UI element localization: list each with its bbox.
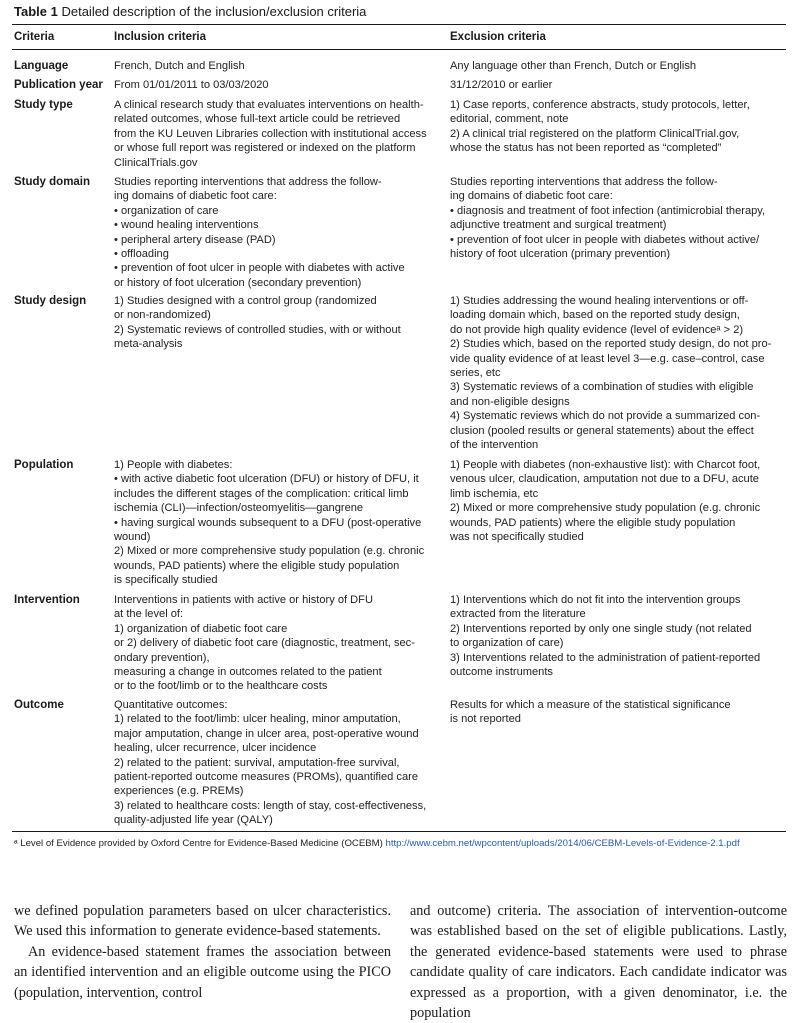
row-inclusion: Interventions in patients with active or history of DFU at the level of: 1) organization of diabetic foot care or 2) delivery of diabetic foot care (diagnostic, treatment, sec- ondary prevention), measuring a change in outcomes related to the patient or to the foot/limb or to the healthcare costs — [114, 594, 415, 693]
row-exclusion: 1) Interventions which do not fit into the intervention groups extracted from the literature 2) Interventions reported by only one single study (not related to organization of care) 3) Interventions related to the administration of patient-reported outcome instruments — [450, 594, 761, 679]
row-exclusion: 31/12/2010 or earlier — [450, 79, 553, 91]
footnote-link[interactable]: http://www.cebm.net/wpcontent/uploads/2014/06/CEBM-Levels-of-Evidence-2.1.pdf — [385, 838, 740, 849]
table-caption — [14, 4, 366, 20]
row-inclusion: A clinical research study that evaluates interventions on health- related outcomes, whose full-text article could be retrieved from the KU Leuven Libraries collection with institutional access or whose full report was registered or indexed on the platform ClinicalTrials.gov — [114, 99, 427, 169]
body-paragraph: An evidence-based statement frames the association between an identified intervention and an eligible outcome using the PICO (population, intervention, control — [14, 943, 391, 1001]
body-paragraph: we defined population parameters based on ulcer characteristics. We used this information to generate evidence-based statements. — [14, 903, 391, 940]
row-inclusion: Studies reporting interventions that address the follow- ing domains of diabetic foot care: • organization of care • wound healing interventions • peripheral artery disease (PAD) • offloading • prevention of foot ulcer in people with diabetes with active or history of foot ulceration (secondary prevention) — [114, 176, 405, 289]
row-criterion: Language — [14, 60, 69, 72]
row-exclusion: Studies reporting interventions that address the follow- ing domains of diabetic foot care: • diagnosis and treatment of foot infection (antimicrobial therapy, adjunctive treatment and surgical treatment) • prevention of foot ulcer in people with diabetes without active/ history of foot ulceration (primary prevention) — [450, 176, 766, 261]
table-footnote — [14, 837, 790, 852]
table-bottom-rule — [12, 831, 786, 832]
row-criterion: Population — [14, 459, 74, 471]
row-inclusion: From 01/01/2011 to 03/03/2020 — [114, 79, 269, 91]
header-criteria: Criteria — [14, 31, 55, 43]
header-exclusion: Exclusion criteria — [450, 31, 546, 43]
header-inclusion: Inclusion criteria — [114, 31, 207, 43]
body-paragraph: and outcome) criteria. The association of intervention-outcome was established based on the set of eligible publications. Lastly, the generated evidence-based statements were used to phrase candidate quality of care indicators. Each candidate indicator was expressed as a proportion, with a given denominator, i.e. the population — [410, 903, 787, 1022]
footnote-text: ᵃ Level of Evidence provided by Oxford Centre for Evidence-Based Medicine (OCEBM) — [14, 838, 386, 849]
row-exclusion: Any language other than French, Dutch or English — [450, 60, 697, 72]
row-inclusion: 1) People with diabetes: • with active diabetic foot ulceration (DFU) or history of DFU, it includes the different stages of the complication: critical limb ischemia (CLI)—infection/osteomyelitis—gangrene • having surgical wounds subsequent to a DFU (post-operative wound) 2) Mixed or more comprehensive study population (e.g. chronic wounds, PAD patients) where the eligible study population is specifically studied — [114, 459, 425, 587]
body-column-left — [14, 901, 391, 1003]
row-criterion: Study domain — [14, 176, 91, 188]
row-inclusion: Quantitative outcomes: 1) related to the foot/limb: ulcer healing, minor amputation, major amputation, change in ulcer area, post-operative wound healing, ulcer recurrence, ulcer incidence 2) related to the patient: survival, amputation-free survival, patient-reported outcome measures (PROMs), quantified care experiences (e.g. PREMs) 3) related to healthcare costs: length of stay, cost-effectiveness, quality-adjusted life year (QALY) — [114, 699, 427, 827]
row-exclusion: 1) People with diabetes (non-exhaustive list): with Charcot foot, venous ulcer, claudication, amputation not due to a DFU, acute limb ischemia, etc 2) Mixed or more comprehensive study population (e.g. chronic wounds, PAD patients) where the eligible study population was not specifically studied — [450, 459, 761, 544]
row-exclusion: Results for which a measure of the statistical significance is not reported — [450, 699, 731, 726]
header-rule — [12, 49, 786, 50]
table-top-rule — [12, 24, 786, 25]
row-criterion: Outcome — [14, 699, 64, 711]
row-criterion: Intervention — [14, 594, 80, 606]
row-criterion: Publication year — [14, 79, 103, 91]
row-criterion: Study design — [14, 295, 87, 307]
row-inclusion: 1) Studies designed with a control group (randomized or non-randomized) 2) Systematic reviews of controlled studies, with or without meta-analysis — [114, 295, 401, 351]
row-exclusion: 1) Case reports, conference abstracts, study protocols, letter, editorial, comment, note 2) A clinical trial registered on the platform ClinicalTrial.gov, whose the status has not been reported as “completed” — [450, 99, 750, 155]
row-inclusion: French, Dutch and English — [114, 60, 245, 72]
row-exclusion: 1) Studies addressing the wound healing interventions or off- loading domain which, based on the reported study design, do not provide high quality evidence (level of evidenceᵃ > 2) 2) Studies which, based on the reported study design, do not pro- vide quality evidence of at least level 3—e.g. case–control, case series, etc 3) Systematic reviews of a combination of studies with eligible and non-eligible designs 4) Systematic reviews which do not provide a summarized con- clusion (pooled results or general statements) about the effect of the intervention — [450, 295, 772, 452]
table-title: Detailed description of the inclusion/exclusion criteria — [61, 4, 367, 19]
body-column-right — [410, 901, 787, 1023]
table-label: Table 1 — [14, 4, 58, 19]
row-criterion: Study type — [14, 99, 73, 111]
